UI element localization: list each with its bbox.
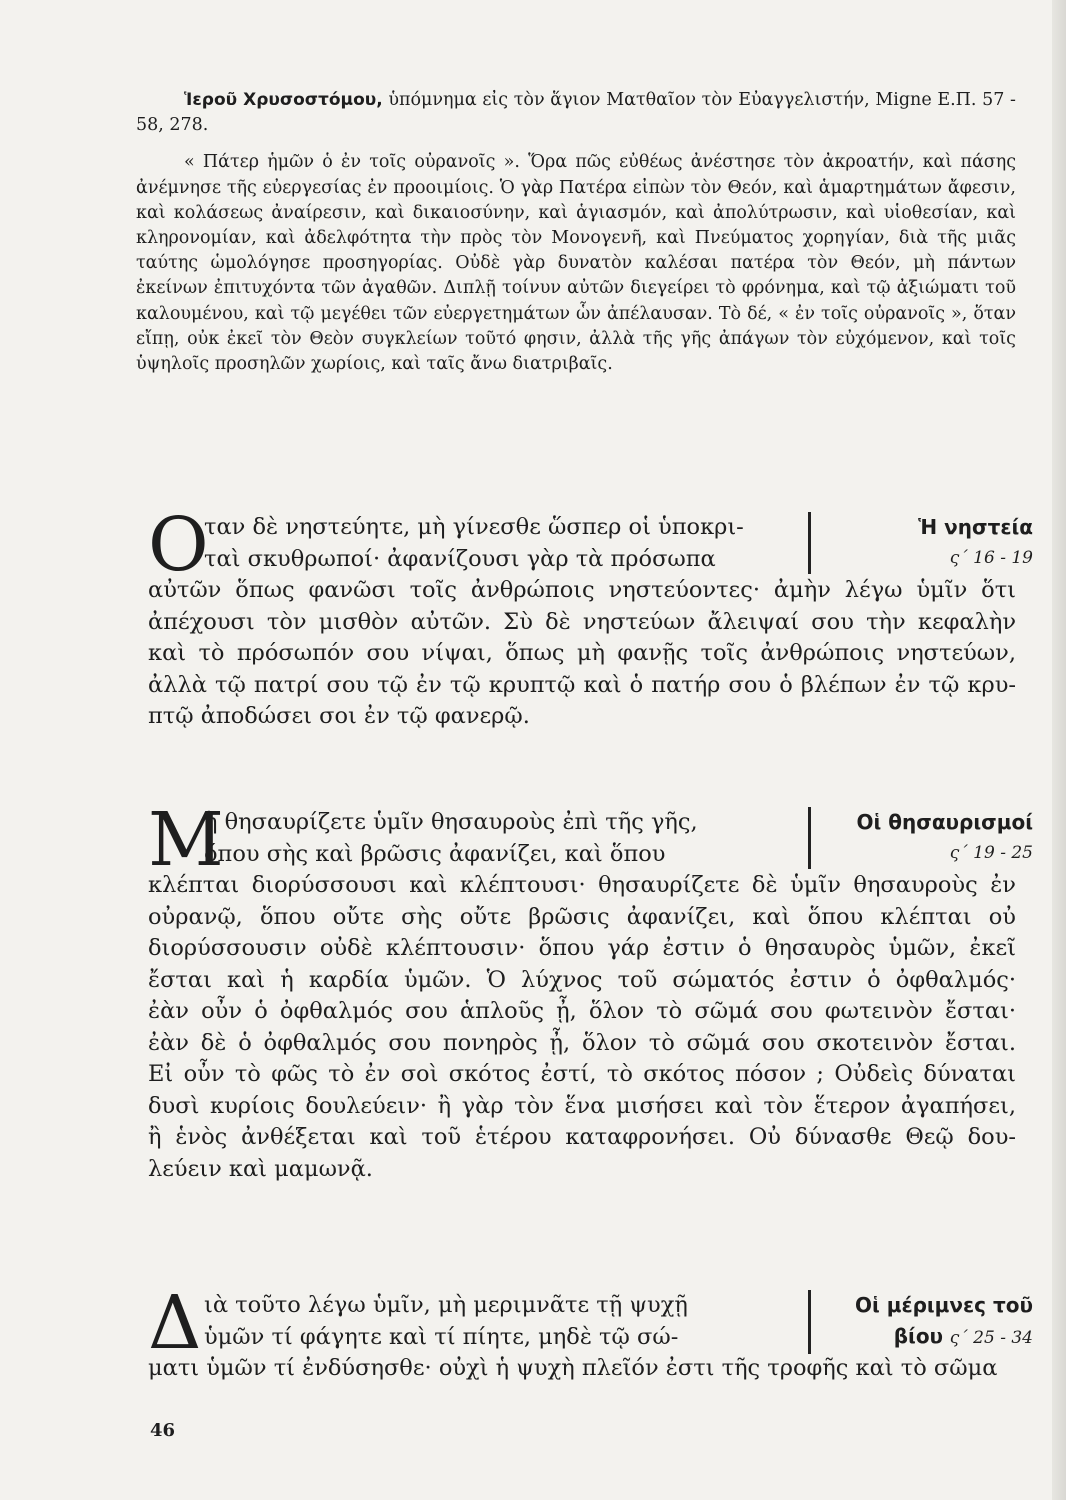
side-heading <box>808 512 1033 574</box>
commentary-source: ὑπόμνημα εἰς τὸν ἅγιον Ματθαῖον τὸν Εὐαγγελιστήν, Migne Ε.Π. 57 - 58, 278. <box>136 90 1016 136</box>
side-heading-title: Ἡ νηστεία <box>918 515 1033 539</box>
commentary-author: Ἱεροῦ Χρυσοστόμου, <box>184 90 383 110</box>
side-heading-title: Οἱ θησαυρισμοί <box>856 810 1033 834</box>
text-line: ιὰ τοῦτο λέγω ὑμῖν, μὴ μεριμνᾶτε τῇ ψυχῇ <box>204 1292 688 1318</box>
text-line: ματι ὑμῶν τί ἐνδύσησθε· οὐχὶ ἡ ψυχὴ πλεῖόν ἐστι τῆς τροφῆς καὶ τὸ σῶμα <box>148 1355 998 1381</box>
text-line: δυσὶ κυρίοις δουλεύειν· ἢ γὰρ τὸν ἕνα μισήσει καὶ τὸν ἕτερον ἀγαπήσει, <box>148 1092 1016 1119</box>
side-heading-reference: ς΄ 25 - 34 <box>949 1328 1033 1348</box>
page-edge-shadow <box>1052 0 1066 1500</box>
text-line: διορύσσουσιν οὐδὲ κλέπτουσιν· ὅπου γάρ ἐστιν ὁ θησαυρὸς ὑμῶν, ἐκεῖ <box>148 935 1016 961</box>
text-line: ἀλλὰ τῷ πατρί σου τῷ ἐν τῷ κρυπτῷ καὶ ὁ πατήρ σου ὁ βλέπων ἐν τῷ κρυ- <box>148 671 1016 698</box>
text-line: ἔσται καὶ ἡ καρδία ὑμῶν. Ὁ λύχνος τοῦ σώματός ἐστιν ὁ ὀφθαλμός· <box>148 966 1016 993</box>
text-line: ὅπου σὴς καὶ βρῶσις ἀφανίζει, καὶ ὅπου <box>204 840 666 867</box>
commentary-block <box>136 88 1016 377</box>
text-line: Εἰ οὖν τὸ φῶς τὸ ἐν σοὶ σκότος ἐστί, τὸ σκότος πόσον ; Οὐδεὶς δύναται <box>148 1061 1016 1087</box>
text-line: πτῷ ἀποδώσει σοι ἐν τῷ φανερῷ. <box>148 703 530 729</box>
text-line: ἐὰν οὖν ὁ ὀφθαλμός σου ἁπλοῦς ᾖ, ὅλον τὸ σῶμά σου φωτεινὸν ἔσται· <box>148 998 1016 1024</box>
text-line: λεύειν καὶ μαμωνᾷ. <box>148 1155 373 1182</box>
drop-cap: Μ <box>148 797 224 883</box>
side-heading-title: Οἱ μέριμνες τοῦ <box>854 1293 1033 1317</box>
page-number: 46 <box>150 1420 176 1441</box>
scripture-section-treasures <box>148 797 1033 1185</box>
drop-cap: Δ <box>148 1280 202 1366</box>
text-line: ὑμῶν τί φάγητε καὶ τί πίητε, μηδὲ τῷ σώ- <box>204 1323 679 1350</box>
commentary-text: « Πάτερ ἡμῶν ὁ ἐν τοῖς οὐρανοῖς ». Ὅρα πῶς εὐθέως ἀνέστησε τὸν ἀκροατήν, καὶ πάσης ἀνέμνησε τῆς εὐεργεσίας ἐν προοιμίοις. Ὁ γὰρ Πατέρα εἰπὼν τὸν Θεόν, καὶ ἁμαρτημάτων ἄφεσιν, καὶ κολάσεως ἀναίρεσιν, καὶ δικαιοσύνην, καὶ ἁγιασμόν, καὶ ἀπολύτρωσιν, καὶ υἱοθεσίαν, καὶ κληρονομίαν, καὶ ἀδελφότητα τὴν πρὸς τὸν Μονογενῆ, καὶ Πνεύματος χορηγίαν, διὰ τῆς μιᾶς ταύτης ὡμολόγησε προσηγορίας. Οὐδὲ γὰρ δυνατὸν καλέσαι πατέρα τὸν Θεόν, μὴ πάντων ἐκείνων ἐπιτυχόντα τῶν ἀγαθῶν. Διπλῇ τοίνυν αὐτῶν διεγείρει τὸ φρόνημα, καὶ τῷ ἀξιώματι τοῦ καλουμένου, καὶ τῷ μεγέθει τῶν εὐεργετημάτων ὧν ἀπέλαυσαν. Τὸ δέ, « ἐν τοῖς οὐρανοῖς », ὅταν εἴπῃ, οὐκ ἐκεῖ τὸν Θεὸν συγκλείων τοῦτό φησιν, ἀλλὰ τῆς γῆς ἀπάγων τὸν εὐχόμενον, καὶ τοῖς ὑψηλοῖς προσηλῶν χωρίοις, καὶ ταῖς ἄνω διατριβαῖς. <box>136 152 1016 375</box>
text-line: ταν δὲ νηστεύητε, μὴ γίνεσθε ὥσπερ οἱ ὑποκρι- <box>204 514 744 540</box>
text-line: ἀπέχουσι τὸν μισθὸν αὐτῶν. Σὺ δὲ νηστεύων ἄλειψαί σου τὴν κεφαλὴν <box>148 608 1016 635</box>
scripture-section-worries <box>148 1280 1033 1385</box>
text-line: αὐτῶν ὅπως φανῶσι τοῖς ἀνθρώποις νηστεύοντες· ἀμὴν λέγω ὑμῖν ὅτι <box>148 577 1016 603</box>
text-line: καὶ τὸ πρόσωπόν σου νίψαι, ὅπως μὴ φανῇς τοῖς ἀνθρώποις νηστεύων, <box>148 640 1016 666</box>
scripture-section-fasting <box>148 502 1033 733</box>
side-heading <box>808 1290 1033 1354</box>
text-line: ἢ ἑνὸς ἀνθέξεται καὶ τοῦ ἑτέρου καταφρονήσει. Οὐ δύνασθε Θεῷ δου- <box>148 1124 1016 1150</box>
text-line: κλέπται διορύσσουσι καὶ κλέπτουσι· θησαυρίζετε δὲ ὑμῖν θησαυροὺς ἐν <box>148 872 1016 898</box>
side-heading-title-line2: βίου <box>893 1324 944 1348</box>
side-heading-reference: ς΄ 16 - 19 <box>949 548 1033 568</box>
text-line: ἐὰν δὲ ὁ ὀφθαλμός σου πονηρὸς ᾖ, ὅλον τὸ σῶμά σου σκοτεινὸν ἔσται. <box>148 1029 1016 1056</box>
side-heading-reference: ς΄ 19 - 25 <box>949 843 1033 863</box>
text-line: ὴ θησαυρίζετε ὑμῖν θησαυροὺς ἐπὶ τῆς γῆς, <box>204 809 698 835</box>
text-line: οὐρανῷ, ὅπου οὔτε σὴς οὔτε βρῶσις ἀφανίζει, καὶ ὅπου κλέπται οὐ <box>148 903 1016 930</box>
drop-cap: Ο <box>148 502 209 588</box>
commentary-citation <box>136 88 1016 138</box>
text-line: ταὶ σκυθρωποί· ἀφανίζουσι γὰρ τὰ πρόσωπα <box>204 545 716 572</box>
side-heading <box>808 807 1033 869</box>
